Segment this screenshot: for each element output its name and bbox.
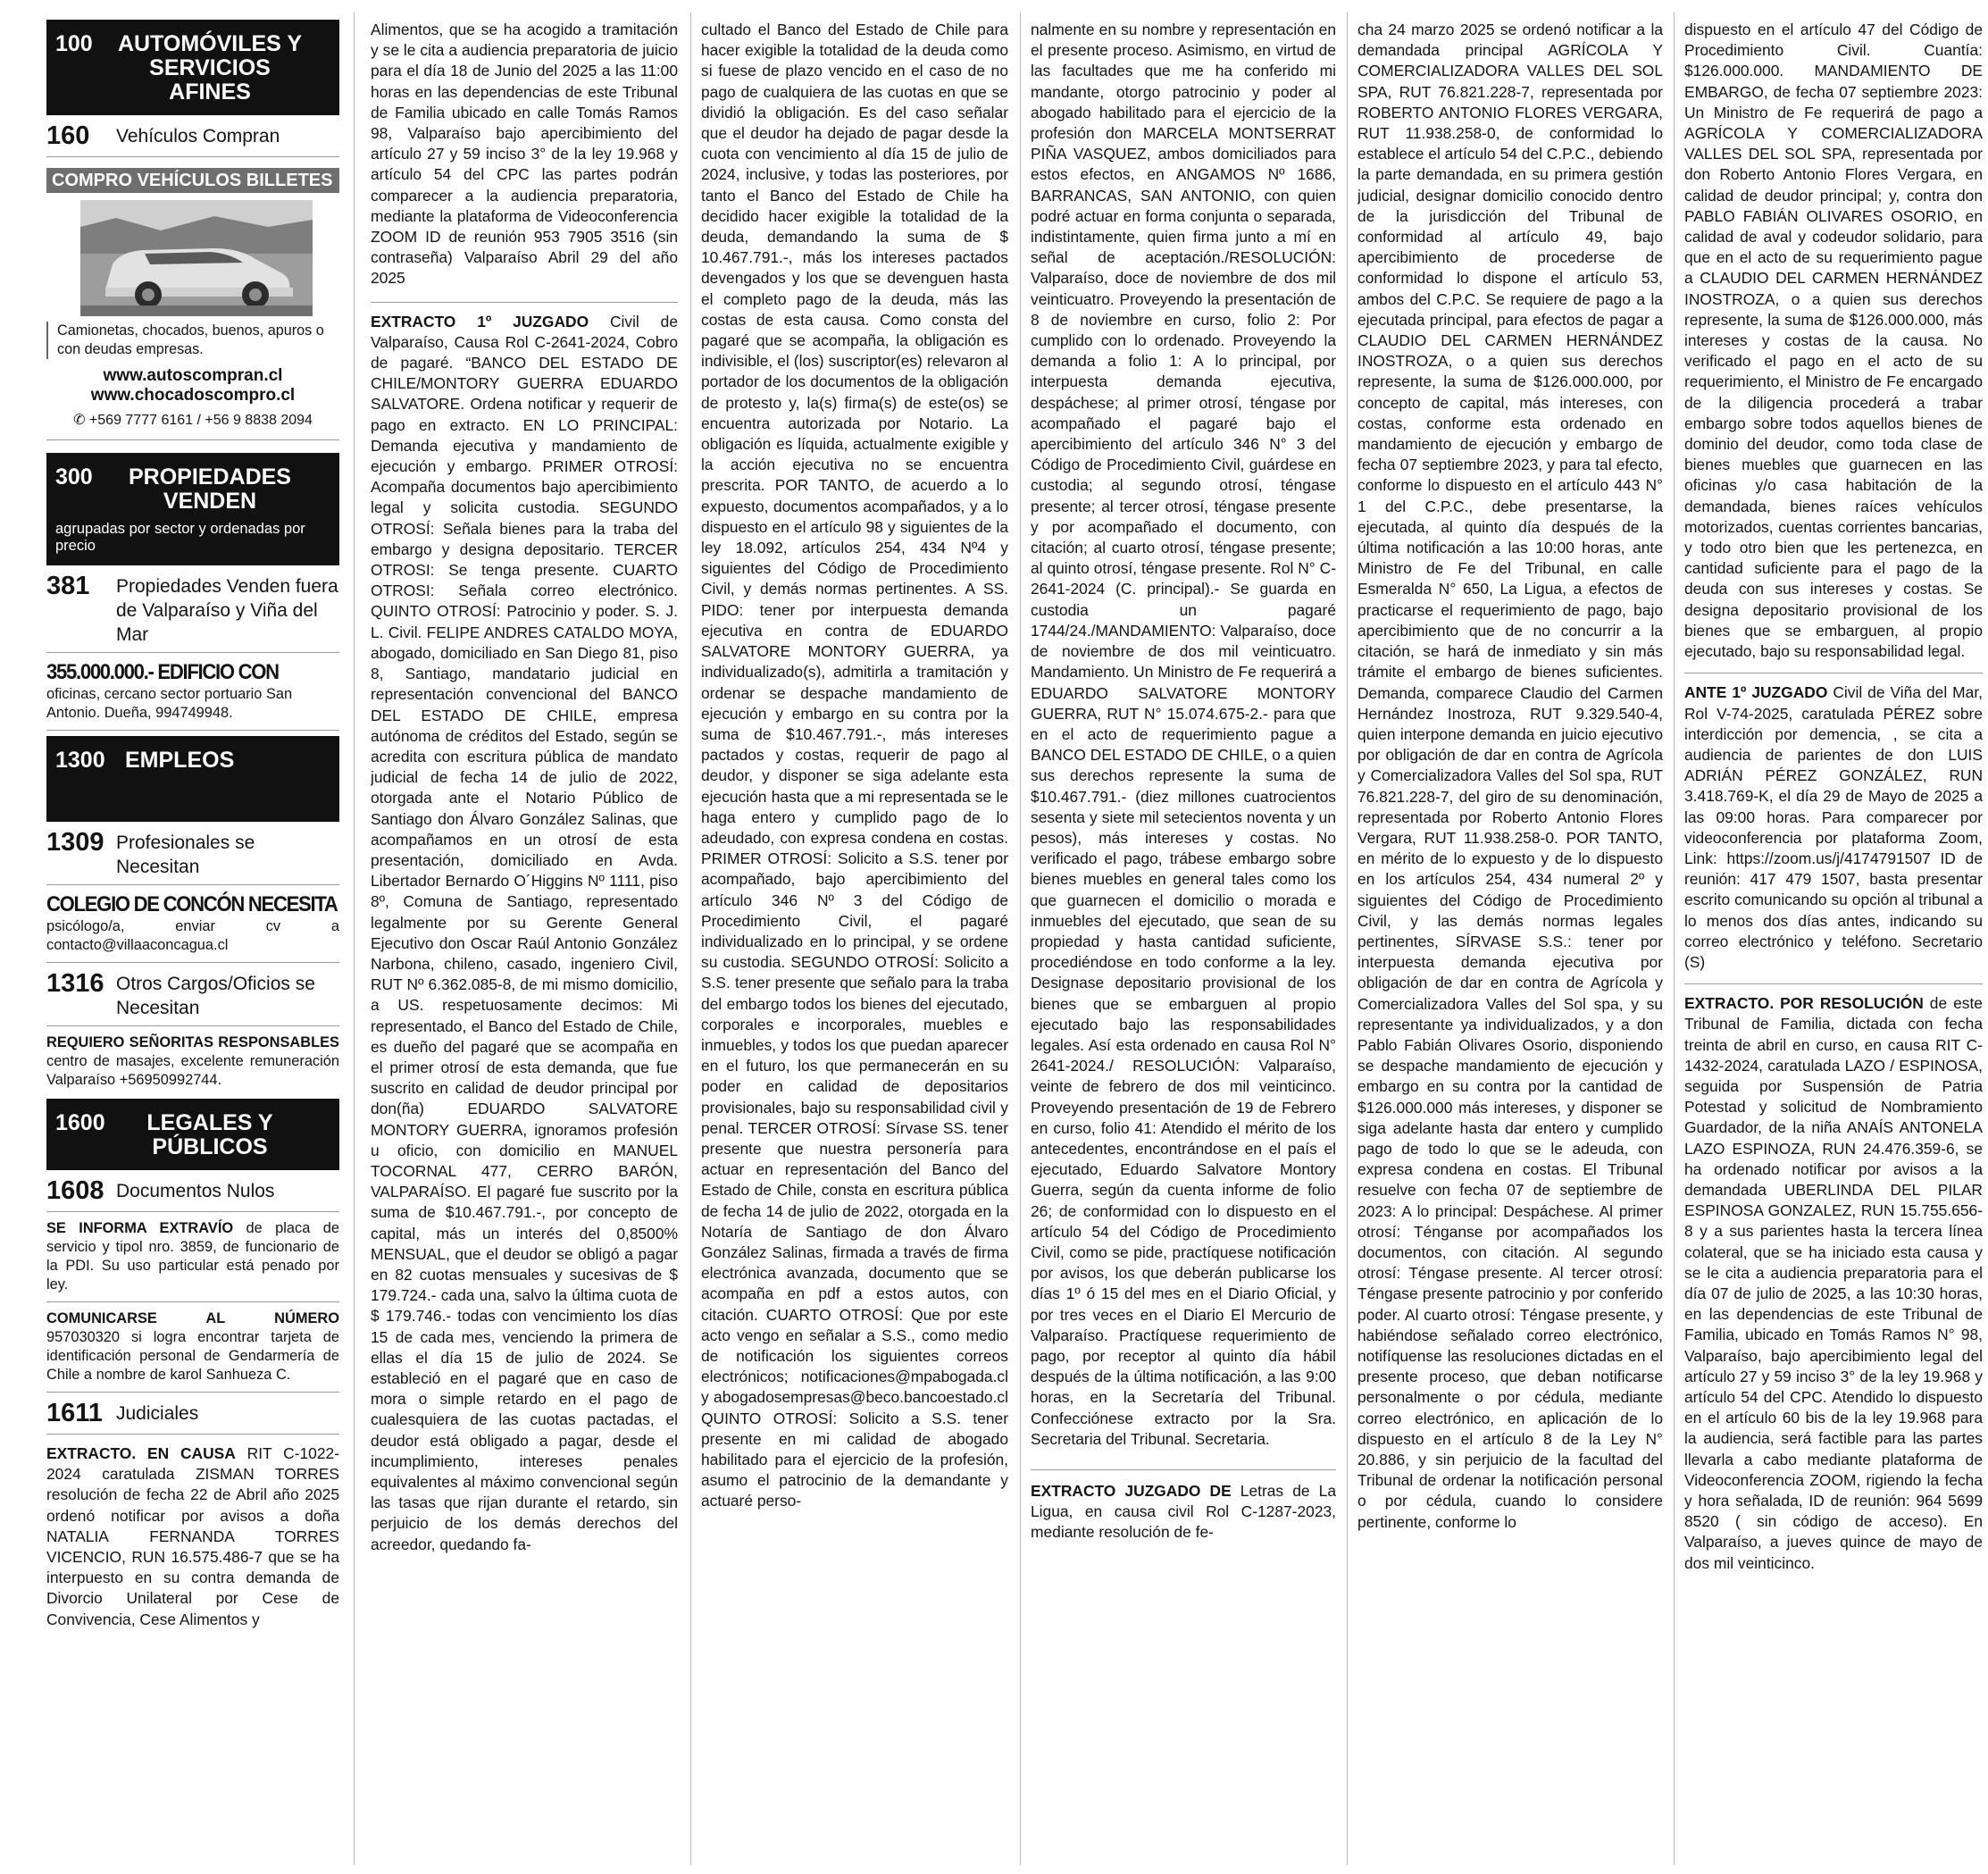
la-ligua-notice: [1031, 1469, 1336, 1544]
notice-lead: EXTRACTO 1º JUZGADO: [371, 312, 589, 330]
colegio-ad: [46, 885, 339, 963]
text-column-2: [371, 20, 678, 1869]
section-1300-header: [46, 736, 339, 822]
notice-text: Civil de Valparaíso, Causa Rol C-2641-2024, Cobro de pagaré. “BANCO DEL ESTADO DE CHILE/MONTORY GUERRA EDUARDO SALVATORE. Ordena notificar y requerir de pago en extracto. EN LO PRINCIPAL: Demanda ejecutiva y mandamiento de ejecución y embargo. PRIMER OTROSÍ: Acompaña documentos bajo apercibimiento legal y solicita custodia. SEGUNDO OTROSÍ: Señala bienes para la traba del embargo y designa depositario. TERCER OTROSI: Se tenga presente. CUARTO OTROSI: Señala correo electrónico. QUINTO OTROSÍ: Patrocinio y poder. S. J. L. Civil. FELIPE ANDRES CATALDO MOYA, abogado, domiciliado en San Diego 81, piso 8, Santiago, mandatario judicial en representación convencional del BANCO DEL ESTADO DE CHILE, empresa autónoma de créditos del Estado, según se acredita con escritura pública de mandato judicial de fecha 14 de julio de 2022, otorgada ante el Notario Público de Santiago don Álvaro González Salinas, que acompañamos en un otrosí de esta presentación, domiciliado en Avda. Libertador Bernardo O´Higgins Nº 1111, piso 8º, Comuna de Santiago, representado legalmente por su Gerente General Ejecutivo don Oscar Raúl Antonio González Narbona, chileno, casado, ingeniero Civil, RUT Nº 6.362.085-8, de mi mismo domicilio, a US. respetuosamente decimos: Mi representado, el Banco del Estado de Chile, es dueño del pagaré que se acompaña en el primer otrosí de esta demanda, que fue suscrito en calidad de deudor principal por don(ña) EDUARDO SALVATORE MONTORY GUERRA, ignoramos profesión u oficio, con domicilio en MANUEL TOCORNAL 477, CERRO BARÓN, VALPARAÍSO. El pagaré fue suscrito por la suma de $10.467.791.-, por concepto de capital, más un interés del 0,8500% MENSUAL, que el deudor se obligó a pagar en 82 cuotas mensuales y sucesivas de $ 179.724.- cada una, salvo la última cuota de $ 179.746.- todas con vencimiento los días 15 de cada mes, venciendo la primera de ellas el día 15 de julio de 2024. Se estableció en el pagaré que en caso de mora o simple retardo en el pago de cualesquiera de las cuotas pactadas, el deudor está obligado a pagar, desde el incumplimiento, intereses penales equivalentes al máximo convencional según las tasas que rijan durante el retardo, sin perjuicio de los demás derechos del acreedor, quedando fa-: [371, 312, 678, 1553]
section-title: LEGALES Y PÚBLICOS: [146, 1110, 273, 1159]
subsection-number: 1316: [46, 969, 104, 998]
lazo-notice: [1684, 983, 1983, 1574]
car-image-icon: [80, 200, 313, 316]
ad-phones: +569 7777 6161 / +56 9 8838 2094: [88, 413, 313, 428]
section-number: 300: [55, 464, 93, 489]
subsection-381: [46, 565, 339, 653]
section-300-header: [46, 453, 339, 565]
ad-website-2[interactable]: www.chocadoscompro.cl: [90, 386, 296, 405]
subsection-title: Profesionales se Necesitan: [116, 832, 255, 877]
subsection-1316: [46, 963, 339, 1026]
classified-index-column: [46, 20, 339, 1860]
ad-text: psicólogo/a, enviar cv a contacto@villaaconcagua.cl: [46, 918, 339, 953]
subsection-number: 160: [46, 121, 90, 150]
text-column-6: [1684, 20, 1983, 1869]
notice-text: de este Tribunal de Familia, dictada con fecha treinta de abril en curso, en causa RIT C-1432-2024, caratulada LAZO / ESPINOSA, seguida por Suspensión de Patria Potestad y solicitud de Nombramiento Guardador, de la niña ANAÍS ANTONELA LAZO ESPINOZA, RUN 24.476.359-6, se ha ordenado notificar por avisos a la demandada UBERLINDA DEL PILAR ESPINOSA GONZALEZ, RUN 15.755.656-8 y a sus parientes hasta la tercera línea colateral, que se ha iniciado esta causa y se le cita a audiencia preparatoria para el día 07 de julio de 2025, a las 10:30 horas, en las dependencias de este Tribunal de Familia, ubicado en Tomás Ramos N° 98, Valparaíso, bajo apercibimiento legal del artículo 27 y 59 inciso 3° de la ley 19.968 y artículo 54 del CPC. Atendido lo dispuesto en el artículo 60 bis de la ley 19.968 para la audiencia, será factible para las partes llevarla a cabo mediante plataforma de Videoconferencia ZOOM, rigiendo la fecha y hora señalada, ID de reunión: 964 5699 8520 ( sin código de acceso). En Valparaíso, a jueves quince de mayo de dos mil veinticinco.: [1684, 994, 1983, 1572]
subsection-1608: [46, 1170, 339, 1212]
text-column-5: [1357, 20, 1663, 1869]
text-column-4: [1031, 20, 1336, 1869]
column-divider: [354, 13, 355, 1865]
subsection-number: 1309: [46, 828, 104, 857]
section-title: AUTOMÓVILES Y SERVICIOS AFINES: [117, 31, 303, 105]
subsection-1309: [46, 822, 339, 885]
banco-estado-notice: [371, 302, 678, 1555]
ad-heading: 355.000.000.- EDIFICIO CON: [46, 660, 279, 684]
ad-website-1[interactable]: www.autoscompran.cl: [103, 366, 283, 385]
ad-text: 957030320 si logra encontrar tarjeta de identificación personal de Gendarmería de Chile a nombre de karol Sanhueza C.: [46, 1329, 339, 1383]
subsection-title: Vehículos Compran: [116, 126, 280, 146]
ad-lead: COMUNICARSE AL NÚMERO: [46, 1310, 339, 1326]
ad-heading: COMPRO VEHÍCULOS BILLETES: [46, 168, 339, 193]
ad-lead: SE INFORMA EXTRAVÍO: [46, 1220, 234, 1236]
subsection-number: 1611: [46, 1399, 103, 1427]
ad-lead: REQUIERO SEÑORITAS RESPONSABLES: [46, 1034, 339, 1050]
banco-estado-notice-continued: cultado el Banco del Estado de Chile para hacer exigible la totalidad de la deuda como si fuese de plazo vencido en el caso de no pago de cualquiera de las cuotas en que se dividió la obligación. Es del caso señalar que el deudor ha dejado de pagar desde la cuota con vencimiento al día 15 de julio de 2024, inclusive, y todas las posteriores, por tanto el Banco del Estado de Chile ha decidido hacer exigible la totalidad de la deuda, demandando la suma de $ 10.467.791.-, más los intereses pactados devengados y los que se devenguen hasta el completo pago de la deuda, más las costas de esta causa. Como consta del pagaré que se acompaña, la obligación es indivisible, el (los) suscriptor(es) relevaron al portador de los documentos de la obligación de protesto y, la(s) firma(s) de este(os) se encuentra autorizada por Notario. La obligación es líquida, actualmente exigible y la acción ejecutiva no se encuentra prescrita. POR TANTO, de acuerdo a lo expuesto, documentos acompañados, y a lo dispuesto en el artículo 98 y siguientes de la ley 18.092, artículos 254, 434 Nº4 y siguientes del Código de Procedimiento Civil, y demás normas pertinentes. A SS. PIDO: tener por interpuesta demanda ejecutiva en contra de EDUARDO SALVATORE MONTORY GUERRA, ya individualizado(s), admitirla a tramitación y ordenar se despache mandamiento de ejecución y embargo en su contra por la suma de $10.467.791.-, más intereses pactados y costas, requerir de pago al deudor, y disponer se siga adelante esta ejecución hasta que a mi representada se le haga entero y cumplido pago de lo adeudado, con expresa condena en costas. PRIMER OTROSÍ: Solicito a S.S. tener por acompañado, bajo apercibimiento del artículo 346 Nº 3 del Código de Procedimiento Civil, el pagaré individualizado en lo principal, y se ordene su custodia. SEGUNDO OTROSÍ: Solicito a S.S. tener presente que señalo para la traba del embargo todos los bienes del ejecutado, corporales e incorporales, muebles e inmuebles, y todos los que puedan aparecer en el futuro, los que permanecerán en su poder en calidad de depositarios provisionales, bajo su responsabilidad civil y penal. TERCER OTROSÍ: Sírvase SS. tener presente que nuestra personería para actuar en representación del Banco del Estado de Chile, consta en escritura pública de fecha 14 de julio de 2022, otorgada en la Notaría de Santiago de don Álvaro González Salinas, firmada a través de firma electrónica avanzada, documento que se acompaña en pdf a estos autos, con citación. CUARTO OTROSÍ: Que por este acto vengo en señalar a S.S., como medio de notificación los siguientes correos electrónicos; notificaciones@mpabogada.cl y abogadosempresas@beco.bancoestado.cl QUINTO OTROSÍ: Solicito a S.S. tener presente en mi calidad de abogado habilitado para el ejercicio de la profesión, asumo el patrocinio de la demandante y actuaré perso-: [701, 21, 1008, 1510]
section-1600-header: [46, 1099, 339, 1170]
extravio-ad: [46, 1212, 339, 1302]
section-title: PROPIEDADES VENDEN: [129, 464, 291, 514]
notice-text: Civil de Viña del Mar, Rol V-74-2025, caratulada PÉREZ sobre interdicción por demencia, , se cita a audiencia de parientes de don LUIS ADRIÁN PÉREZ GONZÁLEZ, RUN 3.418.769-K, el día 29 de Mayo de 2025 a las 09:00 horas. Para comparecer por videoconferencia por plataforma Zoom, Link: https://zoom.us/j/4174791507 ID de reunión: 417 479 1507, basta presentar escrito comunicando su opción al tribunal a lo menos dos días antes, indicando su correo electrónico y teléfono. Secretario (S): [1684, 683, 1983, 971]
ad-text: de placa de servicio y tipol nro. 3859, de funcionario de la PDI. Su uso particular está penado por ley.: [46, 1220, 339, 1293]
notice-text: Letras de La Ligua, en causa civil Rol C-1287-2023, mediante resolución de fe-: [1031, 1482, 1336, 1542]
section-100-header: [46, 20, 339, 115]
subsection-title: Documentos Nulos: [116, 1181, 275, 1201]
comunicarse-ad: [46, 1302, 339, 1393]
subsection-1611: [46, 1393, 339, 1435]
column-divider: [1674, 13, 1675, 1865]
section-number: 100: [55, 31, 93, 56]
text-column-3: [701, 20, 1008, 1869]
ad-description: Camionetas, chocados, buenos, apuros o con deudas empresas.: [46, 322, 339, 359]
subsection-number: 1608: [46, 1176, 104, 1205]
zisman-notice-start: [46, 1443, 339, 1630]
subsection-title: Otros Cargos/Oficios se Necesitan: [116, 974, 315, 1018]
perez-notice: [1684, 673, 1983, 973]
notice-text: RIT C-1022-2024 caratulada ZISMAN TORRES resolución de fecha 22 de Abril año 2025 ordenó notificar por avisos a doña NATALIA FERNANDA TORRES VICENCIO, RUN 16.575.486-7 que se ha interpuesto en su contra demanda de Divorcio Unilateral por Cese de Convivencia, Cese Alimentos y: [46, 1444, 339, 1628]
notice-lead: EXTRACTO JUZGADO DE: [1031, 1482, 1232, 1501]
notice-lead: EXTRACTO. POR RESOLUCIÓN: [1684, 994, 1924, 1013]
car-photo: [80, 200, 313, 316]
subsection-title: Judiciales: [116, 1403, 199, 1424]
section-title: EMPLEOS: [125, 748, 235, 773]
subsection-title: Propiedades Venden fuera de Valparaíso y Viña del Mar: [116, 576, 338, 645]
ad-text: centro de masajes, excelente remuneración Valparaíso +56950992744.: [46, 1053, 339, 1088]
phone-icon: ✆: [73, 413, 89, 428]
car-buying-ad: [46, 157, 339, 440]
section-number: 1600: [55, 1110, 105, 1135]
subsection-160: [46, 115, 339, 157]
la-ligua-notice-continued: cha 24 marzo 2025 se ordenó notificar a la demandada principal AGRÍCOLA Y COMERCIALIZADORA VALLES DEL SOL SPA, RUT 76.821.228-7, representada por ROBERTO ANTONIO FLORES VERGARA, RUT 11.938.258-0, de conformidad lo establece el artículo 54 del C.P.C., debiendo la parte demandada, en su primera gestión judicial, designar domicilio conocido dentro de la jurisdicción del Tribunal de conformidad al artículo 49, bajo apercibimiento de procederse de conformidad lo dispone el artículo 53, ambos del C.P.C. Se requiere de pago a la ejecutada principal, para efectos de pagar a CLAUDIO DEL CARMEN HERNÁNDEZ INOSTROZA, o a quien sus derechos represente, la suma de $126.000.000, por concepto de capital, más intereses, con costas, conforme esta ordenado en mandamiento de ejecución y embargo de fecha 07 septiembre 2023, y para tal efecto, conforme lo dispuesto en el artículo 443 N° 1 del C.P.C., debe presentarse, la ejecutada, al quinto día después de la última notificación a las 10:00 horas, ante Ministro de Fe del Tribunal, en calle Esmeralda N° 650, La Ligua, a efectos de practicarse el requerimiento de pago, bajo apercibimiento que de no concurrir a la citación, se hará de inmediato y sin más trámite el embargo de bienes suficientes. Demanda, comparece Claudio del Carmen Hernández Inostroza, RUT 9.329.540-4, quien interpone demanda en juicio ejecutivo por obligación de dar en contra de Agrícola y Comercializadora Valles del Sol spa, RUT 76.821.228-7, del giro de su denominación, representada por Roberto Antonio Flores Vergara, RUT 11.938.258-0. POR TANTO, en mérito de lo expuesto y de lo dispuesto en los artículos 254, 434 numeral 2º y siguientes del Código de Procedimiento Civil, y las demás normas legales pertinentes, SÍRVASE S.S.: tener por interpuesta demanda ejecutiva por obligación de dar en contra de Agrícola y Comercializadora Valles del Sol spa, y su representante ya individualizados, y a don Pablo Fabián Olivares Osorio, disponiendo se despache mandamiento de ejecución y embargo en su contra por la cantidad de $126.000.000 más intereses, y disponer se siga adelante hasta dar entero y cumplido pago de todo lo que se le adeuda, con expresa condena en costas. El Tribunal resuelve con fecha 07 de septiembre de 2023: A lo principal: Despáchese. Al primer otrosí: Ténganse por acompañados los documentos, con citación. Al segundo otrosí: Téngase presente. Al tercer otrosí: Téngase presente patrocinio y por conferido poder. Al cuarto otrosí: Téngase presente, y habiéndose señalado correo electrónico, notifíquense las resoluciones dictadas en el presente proceso, que deban notificarse personalmente o por cédula, mediante correo electrónico, en aplicación de lo dispuesto en el artículo 8 de la Ley N° 20.886, y sin perjuicio de la facultad del Tribunal de ordenar la notificación personal o por cédula, cuando lo considere pertinente, conforme lo: [1357, 21, 1663, 1531]
senoritas-ad: [46, 1026, 339, 1097]
la-ligua-notice-end: dispuesto en el artículo 47 del Código de Procedimiento Civil. Cuantía: $126.000.000. MANDAMIENTO DE EMBARGO, de fecha 07 septiembre 2023: Un Ministro de Fe requerirá de pago a AGRÍCOLA Y COMERCIALIZADORA VALLES DEL SOL SPA, representada por don Roberto Antonio Flores Vergara, en calidad de deudor principal; y, contra don PABLO FABIÁN OLIVARES OSORIO, en calidad de aval y codeudor solidario, para que en el acto de su requerimiento pague a CLAUDIO DEL CARMEN HERNÁNDEZ INOSTROZA, o a quien sus derechos represente, la suma de $126.000.000, más intereses y costas de la causa. No verificado el pago en el acto de su requerimiento, el Ministro de Fe encargado de la diligencia procederá a trabar embargo sobre todos aquellos bienes de dominio del deudor, como toda clase de bienes muebles que guarnecen en las oficinas y/o casa habitación de la demandada, bienes raíces vehículos motorizados, cuentas corrientes bancarias, y todo otro bien que les pertenezca, en cantidad suficiente para el pago de la deuda con sus intereses y costas. Se designa depositario provisional de los bienes que se embarguen, al propio ejecutado, bajo su responsabilidad legal.: [1684, 21, 1983, 661]
section-subtitle: agrupadas por sector y ordenadas por precio: [55, 521, 305, 554]
ad-text: oficinas, cercano sector portuario San Antonio. Dueña, 994749948.: [46, 686, 293, 721]
column-divider: [1020, 13, 1021, 1865]
banco-estado-notice-end: nalmente en su nombre y representación en el presente proceso. Asimismo, en virtud de las facultades que me ha conferido mi mandante, otorgo patrocinio y poder al abogado habilitado para el ejercicio de la profesión don MARCELA MONTSERRAT PIÑA VASQUEZ, ambos domiciliados para estos efectos, en ANGAMOS Nº 1686, BARRANCAS, SAN ANTONIO, con quien podré actuar en forma conjunta o separada, indistintamente, quien firma junto a mí en señal de aceptación./RESOLUCIÓN: Valparaíso, doce de noviembre de dos mil veinticuatro. Proveyendo la presentación de 8 de noviembre en curso, folio 2: Por cumplido con lo ordenado. Proveyendo la demanda a folio 1: A lo principal, por interpuesta demanda ejecutiva, despáchese; al primer otrosí, téngase por acompañado el pagaré bajo el apercibimiento del artículo 346 N° 3 del Código de Procedimiento Civil, guárdese en custodia; al segundo otrosí, téngase presente; al tercer otrosí, téngase presente y por acompañado el documento, con citación; al cuarto otrosí, téngase presente; al quinto otrosí, téngase presente. Rol N° C-2641-2024 (C. principal).- Se guarda en custodia un pagaré 1744/24./MANDAMIENTO: Valparaíso, doce de noviembre de dos mil veinticuatro. Mandamiento. Un Ministro de Fe requerirá a EDUARDO SALVATORE MONTORY GUERRA, RUT N° 15.074.675-2.- para que en el acto de requerimiento pague a BANCO DEL ESTADO DE CHILE, o a quien sus derechos represente la suma de $10.467.791.- (diez millones cuatrocientos sesenta y siete mil setecientos noventa y un pesos), más intereses y costas. No verificado el pago, trábese embargo sobre bienes muebles en general tales como los que guarnecen el domicilio o morada e inmuebles del ejecutado, que sean de su propiedad y hasta cantidad suficiente, procediéndose en todo conforme a la ley. Designase depositario provisional de los bienes que se embarguen al propio ejecutado bajo las responsabilidades legales. Así esta ordenado en causa Rol N° 2641-2024./ RESOLUCIÓN: Valparaíso, veinte de febrero de dos mil veinticinco. Proveyendo presentación de 19 de Febrero en curso, folio 41: Atendido el mérito de los antecedentes, encontrándose en el país el ejecutado, Eduardo Salvatore Montory Guerra, según da cuenta informe de folio 26; de conformidad con lo dispuesto en el artículo 54 del Código de Procedimiento Civil, como se pide, practíquese notificación por avisos, los que deberán publicarse los días 1º ó 15 del mes en el Diario Oficial, y por tres veces en el Diario El Mercurio de Valparaíso. Practíquese requerimiento de pago, por receptor al quinto día hábil después de la última notificación, a las 9:00 horas, en la Secretaría del Tribunal. Confecciónese extracto por la Sra. Secretaria del Tribunal. Secretaria.: [1031, 21, 1336, 1448]
edificio-ad: [46, 653, 339, 731]
notice-lead: ANTE 1º JUZGADO: [1684, 683, 1828, 702]
column-divider: [690, 13, 691, 1865]
notice-lead: EXTRACTO. EN CAUSA: [46, 1444, 236, 1462]
section-number: 1300: [55, 748, 105, 773]
zisman-notice-continued: Alimentos, que se ha acogido a tramitación y se le cita a audiencia preparatoria de juicio para el día 18 de Junio del 2025 a las 11:00 horas en las dependencias de este Tribunal de Familia ubicado en calle Tomás Ramos 98, Valparaíso bajo apercibimiento del artículo 27 y 59 inciso 3° de la ley 19.968 y artículo 54 del CPC las partes podrán comparecer a la audiencia preparatoria, mediante la plataforma de Videoconferencia ZOOM ID de reunión 953 7905 3516 (sin contraseña) Valparaíso Abril 29 del año 2025: [371, 21, 678, 288]
column-divider: [1347, 13, 1348, 1865]
subsection-number: 381: [46, 572, 90, 600]
ad-heading: COLEGIO DE CONCÓN NECESITA: [46, 892, 338, 916]
